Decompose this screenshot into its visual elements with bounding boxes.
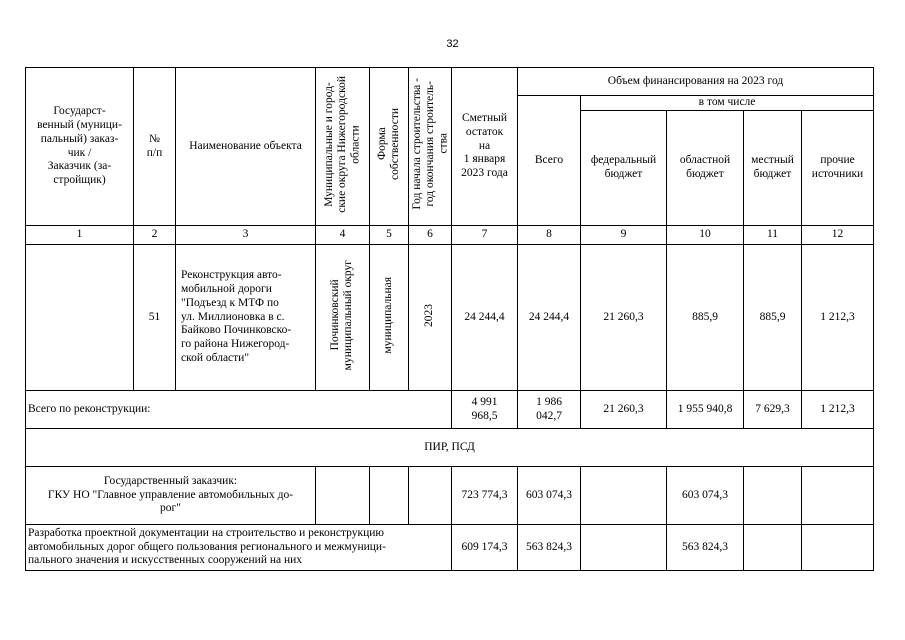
customer-label: Государственный заказчик: ГКУ НО "Главное управление автомобильных до- рог" — [26, 467, 316, 525]
col-number: 12 — [802, 226, 874, 245]
header-number: № п/п — [134, 68, 176, 226]
customer-municipality — [316, 467, 370, 525]
page-number: 32 — [446, 38, 459, 50]
table-row — [26, 245, 874, 391]
header-local: местный бюджет — [744, 111, 802, 226]
customer-federal — [581, 467, 667, 525]
customer-remainder: 723 774,3 — [452, 467, 518, 525]
header-customer: Государст- венный (муници- пальный) заказ- чик / Заказчик (за- стройщик) — [26, 68, 134, 226]
header-total: Всего — [518, 96, 581, 226]
object-name: Реконструкция авто- мобильной дороги "Подъезд к МТФ по ул. Миллионовка в с. Байково Починковско- го района Нижегород- ской области" — [176, 245, 316, 391]
object-total: 24 244,4 — [518, 245, 581, 391]
col-number: 8 — [518, 226, 581, 245]
table-row — [26, 429, 874, 467]
object-local: 885,9 — [744, 245, 802, 391]
header-including: в том числе — [581, 96, 874, 111]
object-federal: 21 260,3 — [581, 245, 667, 391]
customer-regional: 603 074,3 — [667, 467, 744, 525]
object-municipality: Починковский муниципальный округ — [316, 245, 370, 391]
header-remainder: Сметный остаток на 1 января 2023 года — [452, 68, 518, 226]
design-federal — [581, 525, 667, 571]
header-federal: федеральный бюджет — [581, 111, 667, 226]
header-years: Год начала строительства - год окончания строитель- ства — [409, 68, 452, 226]
col-number: 4 — [316, 226, 370, 245]
customer-other — [802, 467, 874, 525]
object-regional: 885,9 — [667, 245, 744, 391]
header-other: прочие источники — [802, 111, 874, 226]
total-federal: 21 260,3 — [581, 391, 667, 429]
object-number: 51 — [134, 245, 176, 391]
design-local — [744, 525, 802, 571]
header-municipality: Муниципальные и город- ские округа Нижегородской области — [316, 68, 370, 226]
col-number: 2 — [134, 226, 176, 245]
table-row — [26, 391, 874, 429]
design-regional: 563 824,3 — [667, 525, 744, 571]
object-year: 2023 — [409, 245, 452, 391]
col-number: 6 — [409, 226, 452, 245]
object-other: 1 212,3 — [802, 245, 874, 391]
customer-years — [409, 467, 452, 525]
design-other — [802, 525, 874, 571]
total-other: 1 212,3 — [802, 391, 874, 429]
section-title: ПИР, ПСД — [26, 429, 874, 467]
customer-total: 603 074,3 — [518, 467, 581, 525]
col-number: 9 — [581, 226, 667, 245]
total-label: Всего по реконструкции: — [26, 391, 452, 429]
table-row — [26, 467, 874, 525]
design-label: Разработка проектной документации на строительство и реконструкцию автомобильных дорог общего пользования регионального и межмуници- пального значения и искусственных сооружений на них — [26, 525, 452, 571]
design-remainder: 609 174,3 — [452, 525, 518, 571]
header-ownership: Форма собственности — [370, 68, 409, 226]
customer-local — [744, 467, 802, 525]
object-remainder: 24 244,4 — [452, 245, 518, 391]
col-number: 1 — [26, 226, 134, 245]
object-customer — [26, 245, 134, 391]
table-row — [26, 525, 874, 571]
financing-table — [25, 67, 874, 571]
header-regional: областной бюджет — [667, 111, 744, 226]
col-number: 3 — [176, 226, 316, 245]
col-number: 7 — [452, 226, 518, 245]
design-total: 563 824,3 — [518, 525, 581, 571]
total-regional: 1 955 940,8 — [667, 391, 744, 429]
total-local: 7 629,3 — [744, 391, 802, 429]
customer-ownership — [370, 467, 409, 525]
header-funding: Объем финансирования на 2023 год — [518, 68, 874, 96]
header-object-name: Наименование объекта — [176, 68, 316, 226]
total-total: 1 986 042,7 — [518, 391, 581, 429]
col-number: 10 — [667, 226, 744, 245]
col-number: 11 — [744, 226, 802, 245]
total-remainder: 4 991 968,5 — [452, 391, 518, 429]
col-number: 5 — [370, 226, 409, 245]
object-ownership: муниципальная — [370, 245, 409, 391]
